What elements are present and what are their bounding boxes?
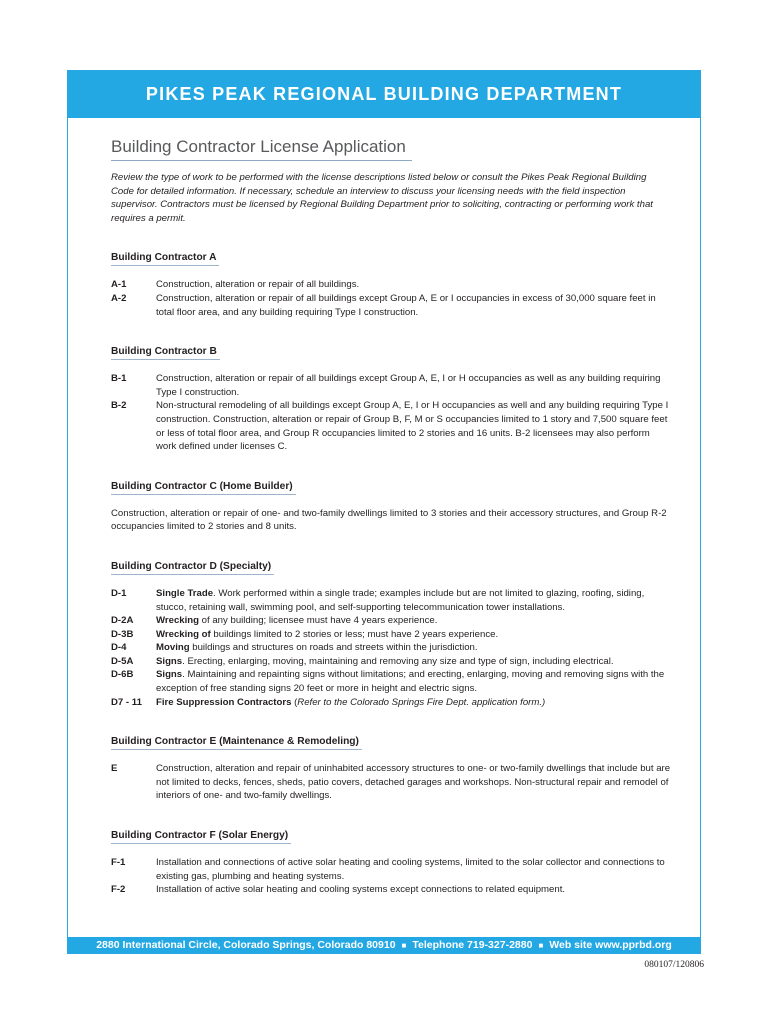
license-code: D7 - 11 — [111, 696, 142, 708]
license-description: Non-structural remodeling of all buildings except Group A, E, I or H occupancies as well and any building requiring Type I construction. Construction, alteration or repair of Group B, F, M or S occupancies limited to 1 story and 7,500 square feet or less of total floor area, and Group R occupancies limited to 2 stories and 16 units. B-2 licensees may also perform work defined under licenses C. — [156, 400, 669, 453]
license-description — [156, 668, 671, 695]
license-code: F-1 — [111, 857, 126, 869]
section-heading: Building Contractor D (Specialty) — [111, 561, 274, 575]
license-description: Installation and connections of active solar heating and cooling systems, limited to the solar collector and connections to existing gas, plumbing and heating systems. — [156, 857, 665, 882]
license-description: Construction, alteration or repair of all buildings except Group A, E, I or H occupancies as well as any building requiring Type I construction. — [156, 373, 661, 398]
section-contractor-f — [111, 825, 671, 897]
section-heading: Building Contractor C (Home Builder) — [111, 481, 296, 495]
license-detail: buildings and structures on roads and streets within the jurisdiction. — [189, 642, 478, 654]
license-detail: . Maintaining and repainting signs without limitations; and erecting, enlarging, moving and removing signs with the exception of free standing signs 20 feet or more in height and electric signs. — [156, 669, 665, 695]
license-term: Single Trade — [156, 587, 214, 599]
license-item — [111, 883, 671, 897]
license-detail: . Erecting, enlarging, moving, maintaining and removing any size and type of sign, including electrical. — [182, 655, 614, 667]
page-frame — [67, 70, 701, 954]
intro-paragraph: Review the type of work to be performed with the license descriptions listed below or consult the Pikes Peak Regional Building Code for detailed information. If necessary, schedule an interview to discuss your licensing needs with the field inspection supervisor. Contractors must be licensed by Regional Building Department prior to soliciting, contracting or performing work that requires a permit. — [111, 172, 653, 224]
license-term: Signs — [156, 655, 183, 667]
section-heading: Building Contractor F (Solar Energy) — [111, 830, 291, 844]
license-code: A-2 — [111, 292, 127, 304]
section-heading: Building Contractor A — [111, 252, 219, 266]
license-note: Refer to the Colorado Springs Fire Dept. application form.) — [297, 696, 546, 708]
license-description: Construction, alteration or repair of one- and two-family dwellings limited to 3 stories and their accessory structures, and Group R-2 occupancies limited to 2 stories and 8 units. — [111, 507, 667, 533]
license-item — [111, 668, 671, 695]
license-code: A-1 — [111, 279, 127, 291]
license-item — [111, 655, 671, 669]
license-item — [111, 372, 671, 399]
license-description — [156, 614, 671, 628]
license-code: D-5A — [111, 655, 134, 667]
section-contractor-c — [111, 476, 671, 534]
separator-square-icon: ■ — [538, 940, 544, 950]
header-bar — [68, 71, 700, 118]
license-item — [111, 587, 671, 614]
license-term: Wrecking — [156, 615, 200, 627]
department-title: PIKES PEAK REGIONAL BUILDING DEPARTMENT — [145, 84, 623, 104]
license-code: F-2 — [111, 884, 126, 896]
license-description: Construction, alteration and repair of uninhabited accessory structures to one- or two-family dwellings that include but are not limited to decks, fences, sheds, patio covers, detached garages and workshops. Non-structural repair and remodel of interiors of one- and two-family dwellings. — [156, 763, 671, 802]
footer-bar — [68, 937, 700, 953]
license-description — [156, 696, 671, 710]
license-term: Fire Suppression Contractors — [156, 696, 292, 708]
section-contractor-d — [111, 556, 671, 709]
section-contractor-a — [111, 247, 671, 319]
license-code: D-1 — [111, 587, 127, 599]
license-item — [111, 696, 671, 710]
license-code: D-2A — [111, 615, 134, 627]
license-code: B-1 — [111, 373, 127, 385]
license-item — [111, 614, 671, 628]
license-description: Installation of active solar heating and cooling systems except connections to related equipment. — [156, 884, 566, 896]
license-detail: of any building; licensee must have 4 years experience. — [199, 615, 438, 627]
license-item — [111, 641, 671, 655]
license-term: Signs — [156, 669, 183, 681]
section-heading: Building Contractor E (Maintenance & Remodeling) — [111, 736, 362, 750]
license-code: D-4 — [111, 642, 127, 654]
license-detail: ( — [291, 696, 298, 708]
license-code: D-3B — [111, 628, 134, 640]
license-item — [111, 628, 671, 642]
license-term: Wrecking of — [156, 628, 211, 640]
license-item — [111, 856, 671, 883]
license-item — [111, 762, 671, 803]
license-item — [111, 292, 671, 319]
license-detail: buildings limited to 2 stories or less; must have 2 years experience. — [210, 628, 499, 640]
license-item — [111, 278, 671, 292]
section-heading: Building Contractor B — [111, 346, 220, 360]
license-description: Construction, alteration or repair of all buildings except Group A, E or I occupancies in excess of 30,000 square feet in total floor area, and any building requiring Type I construction. — [156, 292, 656, 318]
license-code: E — [111, 763, 118, 775]
license-description — [156, 641, 671, 655]
license-detail: . Work performed within a single trade; examples include but are not limited to glazing, roofing, siding, stucco, retaining wall, swimming pool, and self-supporting telecommunication tower installations. — [156, 587, 645, 613]
license-term: Moving — [156, 642, 190, 654]
license-description — [156, 587, 671, 614]
license-description — [156, 628, 671, 642]
document-content — [111, 137, 671, 897]
section-contractor-b — [111, 341, 671, 454]
license-description — [156, 655, 671, 669]
footer-website[interactable]: Web site www.pprbd.org — [549, 939, 672, 951]
license-item — [111, 399, 671, 453]
separator-square-icon: ■ — [401, 940, 407, 950]
section-contractor-e — [111, 731, 671, 803]
page-title: Building Contractor License Application — [111, 137, 412, 161]
form-number: 080107/120806 — [644, 960, 704, 970]
license-code: B-2 — [111, 400, 127, 412]
footer-telephone: Telephone 719-327-2880 — [412, 939, 533, 951]
license-code: D-6B — [111, 669, 134, 681]
license-description: Construction, alteration or repair of all buildings. — [156, 279, 360, 291]
footer-address: 2880 International Circle, Colorado Springs, Colorado 80910 — [96, 939, 396, 951]
